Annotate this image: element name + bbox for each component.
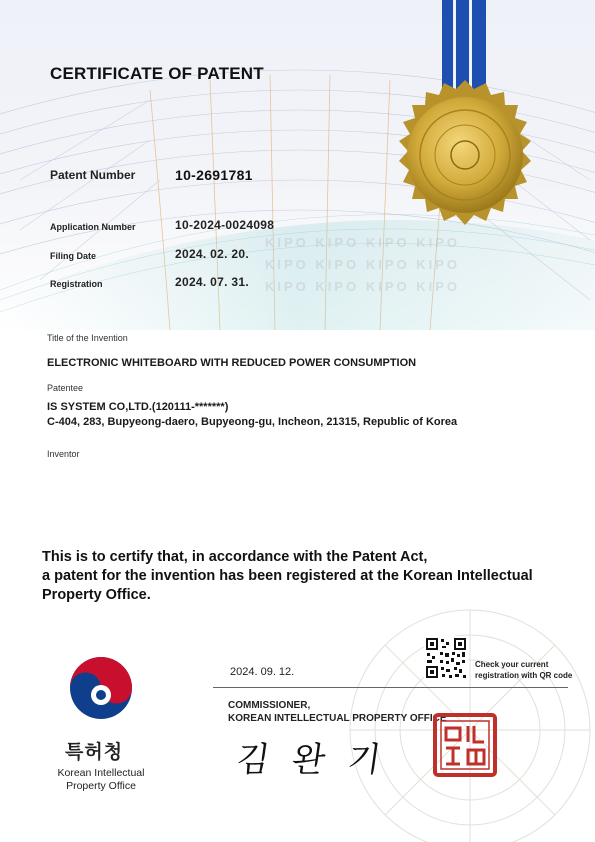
filing-date-value: 2024. 02. 20.	[175, 247, 249, 261]
registration-label: Registration	[50, 279, 103, 289]
patent-number-label: Patent Number	[50, 168, 136, 182]
certification-line-3: Property Office.	[42, 587, 151, 603]
registration-date-value: 2024. 07. 31.	[175, 275, 249, 289]
patent-number-value: 10-2691781	[175, 167, 253, 183]
office-name-english-line-1: Korean Intellectual	[57, 767, 145, 779]
office-name-english	[44, 767, 158, 793]
official-stamp-icon	[432, 712, 498, 778]
certificate-title: CERTIFICATE OF PATENT	[50, 64, 264, 83]
certification-line-2: a patent for the invention has been registered at the Korean Intellectual	[42, 568, 533, 584]
certification-statement	[42, 548, 582, 605]
qr-note-line-2: registration with QR code	[475, 671, 573, 680]
commissioner-signature: 김 완 기	[233, 740, 390, 780]
kipo-taeguk-logo-icon	[68, 655, 134, 721]
kipo-watermark: KIPO KIPO KIPO KIPO KIPO KIPO KIPO KIPO KIPO KIPO KIPO KIPO	[265, 235, 461, 294]
office-name-english-line-2: Property Office	[66, 780, 136, 792]
commissioner-title	[228, 699, 447, 725]
patentee-address: C-404, 283, Bupyeong-daero, Bupyeong-gu, Incheon, 21315, Republic of Korea	[47, 416, 458, 428]
qr-code-icon[interactable]	[424, 636, 468, 680]
qr-note-line-1: Check your current	[475, 660, 549, 669]
invention-title-label: Title of the Invention	[47, 333, 128, 343]
patentee-label: Patentee	[47, 383, 84, 393]
application-number-label: Application Number	[50, 222, 136, 232]
divider-line	[213, 687, 568, 688]
filing-date-label: Filing Date	[50, 251, 97, 261]
office-name-korean: 특허청	[65, 742, 124, 763]
invention-title: ELECTRONIC WHITEBOARD WITH REDUCED POWER CONSUMPTION	[47, 357, 417, 369]
application-number-value: 10-2024-0024098	[175, 218, 275, 232]
patentee-name: IS SYSTEM CO,LTD.(120111-*******)	[47, 401, 229, 413]
inventor-label: Inventor	[47, 449, 80, 459]
certification-line-1: This is to certify that, in accordance with the Patent Act,	[42, 549, 428, 565]
issue-date: 2024. 09. 12.	[230, 666, 295, 678]
qr-verification-note	[475, 659, 572, 681]
commissioner-line-1: COMMISSIONER,	[228, 700, 311, 711]
commissioner-line-2: KOREAN INTELLECTUAL PROPERTY OFFICE	[228, 713, 447, 724]
